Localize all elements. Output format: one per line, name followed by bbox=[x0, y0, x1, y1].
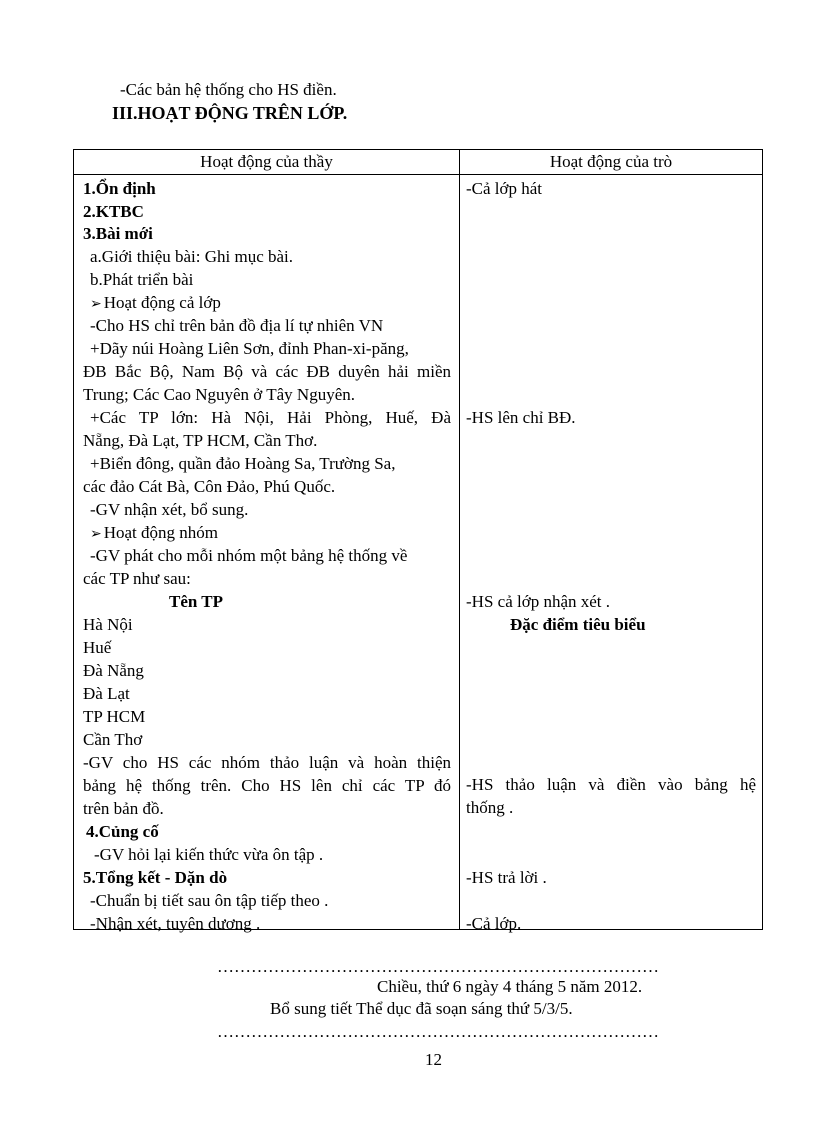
page-number: 12 bbox=[425, 1050, 442, 1069]
student-comment: -HS cả lớp nhận xét . bbox=[466, 592, 611, 611]
teacher-comment: -GV nhận xét, bổ sung. bbox=[90, 500, 249, 519]
sea-islands-line: +Biển đông, quần đảo Hoàng Sa, Trường Sa, bbox=[90, 454, 396, 473]
city-item: TP HCM bbox=[83, 707, 146, 726]
intro-lesson-text: a.Giới thiệu bài: Ghi mục bài. bbox=[90, 247, 294, 266]
group-table-line-2: các TP như sau: bbox=[83, 569, 191, 588]
note-line: Bổ sung tiết Thể dục đã soạn sáng thứ 5/3/5. bbox=[270, 999, 573, 1018]
highlands-line: Trung; Các Cao Nguyên ở Tây Nguyên. bbox=[83, 385, 355, 404]
city-item: Đà Nẵng bbox=[83, 661, 144, 680]
group-activity bbox=[90, 522, 218, 546]
step-summary bbox=[83, 867, 227, 889]
city-item: Hà Nội bbox=[83, 615, 133, 634]
student-discuss: -HS thảo luận và điền vào bảng hệ bbox=[466, 775, 756, 794]
intro-line: -Các bản hệ thống cho HS điền. bbox=[120, 80, 337, 99]
islands-line: các đảo Cát Bà, Côn Đảo, Phú Quốc. bbox=[83, 477, 336, 496]
city-name-header: Tên TP bbox=[169, 592, 224, 611]
step-new-lesson: 3.Bài mới bbox=[83, 224, 153, 243]
arrow-bullet-icon: ➢ bbox=[90, 297, 102, 312]
arrow-bullet-icon: ➢ bbox=[90, 527, 102, 542]
discussion-line-2: bảng hệ thống trên. Cho HS lên chỉ các TP đó bbox=[83, 776, 451, 795]
section-title: III.HOẠT ĐỘNG TRÊN LỚP. bbox=[112, 103, 348, 123]
mountains-line: +Dãy núi Hoàng Liên Sơn, đỉnh Phan-xi-păng, bbox=[90, 339, 409, 358]
praise-line: -Nhận xét, tuyên dương . bbox=[90, 914, 261, 933]
discussion-line: -GV cho HS các nhóm thảo luận và hoàn thiện bbox=[83, 753, 451, 772]
group-activity-label: Hoạt động nhóm bbox=[103, 523, 219, 542]
develop-lesson-text: b.Phát triển bài bbox=[90, 270, 194, 289]
teacher-column bbox=[74, 175, 459, 933]
cities-line: +Các TP lớn: Hà Nội, Hải Phòng, Huế, Đà bbox=[90, 408, 451, 427]
plains-line: ĐB Bắc Bộ, Nam Bộ và các ĐB duyên hải miền bbox=[83, 362, 451, 381]
city-item: Cần Thơ bbox=[83, 730, 143, 749]
student-sing: -Cả lớp hát bbox=[466, 179, 543, 198]
prepare-next: -Chuẩn bị tiết sau ôn tập tiếp theo . bbox=[90, 891, 329, 910]
step-stabilize: 1.Ổn định bbox=[83, 179, 156, 198]
step-consolidate: 4.Củng cố bbox=[86, 822, 159, 841]
student-all: -Cả lớp. bbox=[466, 914, 522, 933]
date-line: Chiều, thứ 6 ngày 4 tháng 5 năm 2012. bbox=[377, 977, 643, 996]
whole-class-activity bbox=[90, 292, 221, 316]
dotted-separator: …………………………………………………………………… bbox=[217, 1022, 659, 1041]
whole-class-label: Hoạt động cả lớp bbox=[103, 293, 221, 312]
activity-table bbox=[73, 149, 763, 933]
map-instruction: -Cho HS chỉ trên bản đồ địa lí tự nhiên VN bbox=[90, 316, 384, 335]
dotted-separator: …………………………………………………………………… bbox=[217, 957, 659, 976]
group-table-line: -GV phát cho mỗi nhóm một bảng hệ thống về bbox=[90, 546, 408, 565]
feature-header: Đặc điểm tiêu biểu bbox=[510, 615, 646, 634]
student-answer: -HS trả lời . bbox=[466, 868, 547, 887]
review-question: -GV hỏi lại kiến thức vừa ôn tập . bbox=[94, 845, 324, 864]
city-item: Đà Lạt bbox=[83, 684, 130, 703]
step-check-old-lesson: 2.KTBC bbox=[83, 202, 144, 221]
student-discuss-2: thống . bbox=[466, 798, 514, 817]
header-teacher: Hoạt động của thầy bbox=[74, 150, 460, 175]
student-point-map: -HS lên chỉ BĐ. bbox=[466, 408, 576, 427]
summary-label: 5.Tổng kết bbox=[83, 868, 161, 887]
discussion-line-3: trên bản đồ. bbox=[83, 799, 164, 818]
student-column bbox=[460, 175, 762, 933]
cities-line-2: Nẵng, Đà Lạt, TP HCM, Cần Thơ. bbox=[83, 431, 318, 450]
header-student: Hoạt động của trò bbox=[460, 150, 763, 175]
homework-label: - Dặn dò bbox=[160, 868, 228, 887]
city-item: Huế bbox=[83, 638, 112, 657]
